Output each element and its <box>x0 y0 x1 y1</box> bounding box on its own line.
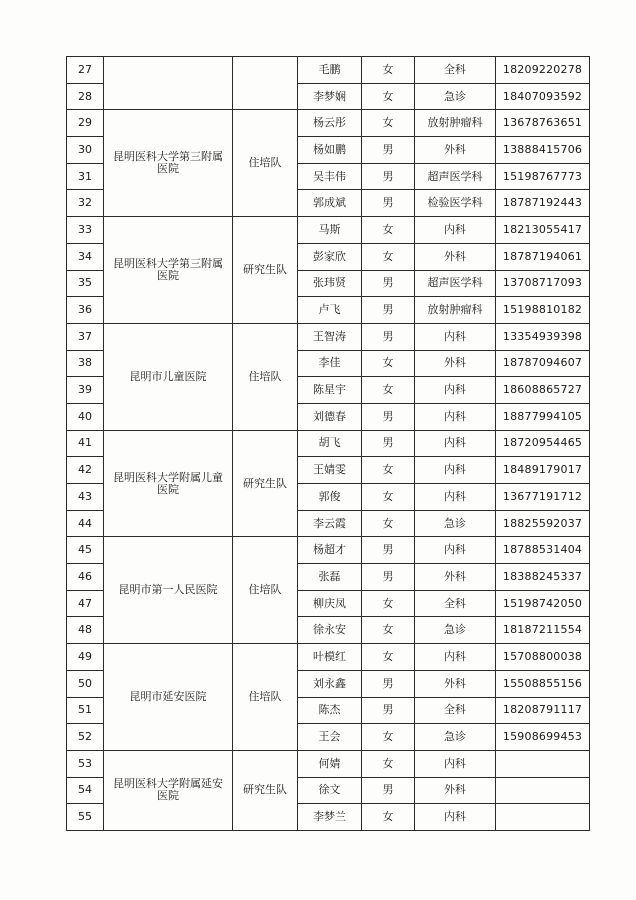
table-row <box>67 110 590 137</box>
phone-cell: 15198810182 <box>496 297 590 324</box>
hospital-cell: 昆明医科大学附属延安医院 <box>104 750 233 830</box>
sex-cell: 女 <box>362 644 415 671</box>
phone-cell: 18489179017 <box>496 457 590 484</box>
sex-cell: 女 <box>362 484 415 511</box>
department-cell: 外科 <box>415 137 496 164</box>
department-cell: 超声医学科 <box>415 270 496 297</box>
row-number-cell: 50 <box>67 670 104 697</box>
hospital-cell: 昆明市第一人民医院 <box>104 537 233 644</box>
row-number-cell: 38 <box>67 350 104 377</box>
table-row <box>67 217 590 244</box>
phone-cell <box>496 777 590 804</box>
name-cell: 李云霞 <box>298 510 362 537</box>
row-number-cell: 29 <box>67 110 104 137</box>
phone-cell: 13354939398 <box>496 323 590 350</box>
row-number-cell: 52 <box>67 724 104 751</box>
hospital-cell: 昆明医科大学附属儿童医院 <box>104 430 233 537</box>
row-number-cell: 27 <box>67 57 104 84</box>
sex-cell: 女 <box>362 57 415 84</box>
phone-cell: 13677191712 <box>496 484 590 511</box>
row-number-cell: 49 <box>67 644 104 671</box>
table-row <box>67 430 590 457</box>
row-number-cell: 55 <box>67 804 104 831</box>
row-number-cell: 28 <box>67 83 104 110</box>
phone-cell: 15198742050 <box>496 590 590 617</box>
phone-cell: 18608865727 <box>496 377 590 404</box>
department-cell: 急诊 <box>415 617 496 644</box>
name-cell: 杨如鹏 <box>298 137 362 164</box>
hospital-cell: 昆明市儿童医院 <box>104 323 233 430</box>
department-cell: 内科 <box>415 323 496 350</box>
department-cell: 外科 <box>415 670 496 697</box>
department-cell: 全科 <box>415 590 496 617</box>
sex-cell: 女 <box>362 724 415 751</box>
table-row <box>67 750 590 777</box>
team-cell: 住培队 <box>233 323 298 430</box>
department-cell: 内科 <box>415 804 496 831</box>
sex-cell: 男 <box>362 297 415 324</box>
department-cell: 内科 <box>415 537 496 564</box>
department-cell: 外科 <box>415 564 496 591</box>
name-cell: 胡飞 <box>298 430 362 457</box>
name-cell: 杨云彤 <box>298 110 362 137</box>
phone-cell: 18877994105 <box>496 403 590 430</box>
phone-cell: 15198767773 <box>496 163 590 190</box>
name-cell: 彭家欣 <box>298 243 362 270</box>
sex-cell: 男 <box>362 137 415 164</box>
hospital-cell <box>104 57 233 110</box>
phone-cell: 18788531404 <box>496 537 590 564</box>
phone-cell: 18208791117 <box>496 697 590 724</box>
department-cell: 内科 <box>415 457 496 484</box>
department-cell: 放射肿瘤科 <box>415 110 496 137</box>
hospital-cell: 昆明医科大学第三附属医院 <box>104 110 233 217</box>
department-cell: 全科 <box>415 57 496 84</box>
department-cell: 内科 <box>415 644 496 671</box>
table-row <box>67 57 590 84</box>
row-number-cell: 37 <box>67 323 104 350</box>
department-cell: 放射肿瘤科 <box>415 297 496 324</box>
team-cell: 研究生队 <box>233 750 298 830</box>
phone-cell: 18187211554 <box>496 617 590 644</box>
phone-cell: 18787094607 <box>496 350 590 377</box>
sex-cell: 男 <box>362 163 415 190</box>
sex-cell: 男 <box>362 670 415 697</box>
phone-cell <box>496 750 590 777</box>
sex-cell: 男 <box>362 190 415 217</box>
team-cell: 住培队 <box>233 537 298 644</box>
department-cell: 外科 <box>415 243 496 270</box>
sex-cell: 男 <box>362 430 415 457</box>
sex-cell: 男 <box>362 564 415 591</box>
phone-cell: 18787192443 <box>496 190 590 217</box>
name-cell: 郭成斌 <box>298 190 362 217</box>
name-cell: 王婧雯 <box>298 457 362 484</box>
name-cell: 何婧 <box>298 750 362 777</box>
sex-cell: 女 <box>362 110 415 137</box>
sex-cell: 男 <box>362 777 415 804</box>
name-cell: 柳庆凤 <box>298 590 362 617</box>
sex-cell: 女 <box>362 804 415 831</box>
sex-cell: 女 <box>362 83 415 110</box>
name-cell: 王会 <box>298 724 362 751</box>
department-cell: 外科 <box>415 350 496 377</box>
phone-cell: 15908699453 <box>496 724 590 751</box>
department-cell: 超声医学科 <box>415 163 496 190</box>
sex-cell: 男 <box>362 697 415 724</box>
phone-cell: 18407093592 <box>496 83 590 110</box>
row-number-cell: 46 <box>67 564 104 591</box>
phone-cell: 18209220278 <box>496 57 590 84</box>
department-cell: 急诊 <box>415 724 496 751</box>
phone-cell <box>496 804 590 831</box>
team-cell: 研究生队 <box>233 217 298 324</box>
phone-cell: 18213055417 <box>496 217 590 244</box>
row-number-cell: 39 <box>67 377 104 404</box>
team-cell: 住培队 <box>233 644 298 751</box>
name-cell: 徐文 <box>298 777 362 804</box>
row-number-cell: 47 <box>67 590 104 617</box>
row-number-cell: 51 <box>67 697 104 724</box>
row-number-cell: 34 <box>67 243 104 270</box>
phone-cell: 13888415706 <box>496 137 590 164</box>
department-cell: 急诊 <box>415 83 496 110</box>
team-cell: 住培队 <box>233 110 298 217</box>
name-cell: 徐永安 <box>298 617 362 644</box>
sex-cell: 女 <box>362 510 415 537</box>
department-cell: 全科 <box>415 697 496 724</box>
row-number-cell: 41 <box>67 430 104 457</box>
name-cell: 卢飞 <box>298 297 362 324</box>
sex-cell: 女 <box>362 750 415 777</box>
team-cell <box>233 57 298 110</box>
hospital-cell: 昆明医科大学第三附属医院 <box>104 217 233 324</box>
name-cell: 张磊 <box>298 564 362 591</box>
name-cell: 李佳 <box>298 350 362 377</box>
name-cell: 马斯 <box>298 217 362 244</box>
sex-cell: 男 <box>362 323 415 350</box>
row-number-cell: 32 <box>67 190 104 217</box>
row-number-cell: 40 <box>67 403 104 430</box>
row-number-cell: 31 <box>67 163 104 190</box>
row-number-cell: 44 <box>67 510 104 537</box>
roster-body <box>67 57 590 831</box>
sex-cell: 男 <box>362 537 415 564</box>
name-cell: 郭俊 <box>298 484 362 511</box>
row-number-cell: 53 <box>67 750 104 777</box>
row-number-cell: 36 <box>67 297 104 324</box>
name-cell: 陈杰 <box>298 697 362 724</box>
row-number-cell: 45 <box>67 537 104 564</box>
department-cell: 内科 <box>415 403 496 430</box>
hospital-cell: 昆明市延安医院 <box>104 644 233 751</box>
name-cell: 陈星宇 <box>298 377 362 404</box>
team-cell: 研究生队 <box>233 430 298 537</box>
department-cell: 内科 <box>415 430 496 457</box>
phone-cell: 18787194061 <box>496 243 590 270</box>
roster-table <box>66 56 590 831</box>
department-cell: 内科 <box>415 377 496 404</box>
table-row <box>67 537 590 564</box>
row-number-cell: 30 <box>67 137 104 164</box>
row-number-cell: 48 <box>67 617 104 644</box>
row-number-cell: 42 <box>67 457 104 484</box>
sex-cell: 女 <box>362 590 415 617</box>
department-cell: 急诊 <box>415 510 496 537</box>
sex-cell: 女 <box>362 617 415 644</box>
name-cell: 杨超才 <box>298 537 362 564</box>
name-cell: 李梦兰 <box>298 804 362 831</box>
sex-cell: 女 <box>362 377 415 404</box>
row-number-cell: 35 <box>67 270 104 297</box>
department-cell: 检验医学科 <box>415 190 496 217</box>
sex-cell: 女 <box>362 350 415 377</box>
phone-cell: 15508855156 <box>496 670 590 697</box>
sex-cell: 男 <box>362 270 415 297</box>
table-row <box>67 644 590 671</box>
phone-cell: 18720954465 <box>496 430 590 457</box>
sex-cell: 女 <box>362 217 415 244</box>
sex-cell: 女 <box>362 457 415 484</box>
row-number-cell: 33 <box>67 217 104 244</box>
department-cell: 内科 <box>415 750 496 777</box>
phone-cell: 18388245337 <box>496 564 590 591</box>
phone-cell: 13678763651 <box>496 110 590 137</box>
department-cell: 内科 <box>415 484 496 511</box>
row-number-cell: 43 <box>67 484 104 511</box>
name-cell: 毛鹏 <box>298 57 362 84</box>
table-row <box>67 323 590 350</box>
name-cell: 叶模红 <box>298 644 362 671</box>
department-cell: 外科 <box>415 777 496 804</box>
name-cell: 刘德春 <box>298 403 362 430</box>
sex-cell: 男 <box>362 403 415 430</box>
name-cell: 吴丰伟 <box>298 163 362 190</box>
phone-cell: 13708717093 <box>496 270 590 297</box>
phone-cell: 18825592037 <box>496 510 590 537</box>
name-cell: 刘永鑫 <box>298 670 362 697</box>
phone-cell: 15708800038 <box>496 644 590 671</box>
name-cell: 李梦娴 <box>298 83 362 110</box>
name-cell: 王智涛 <box>298 323 362 350</box>
sex-cell: 女 <box>362 243 415 270</box>
name-cell: 张玮贤 <box>298 270 362 297</box>
row-number-cell: 54 <box>67 777 104 804</box>
department-cell: 内科 <box>415 217 496 244</box>
